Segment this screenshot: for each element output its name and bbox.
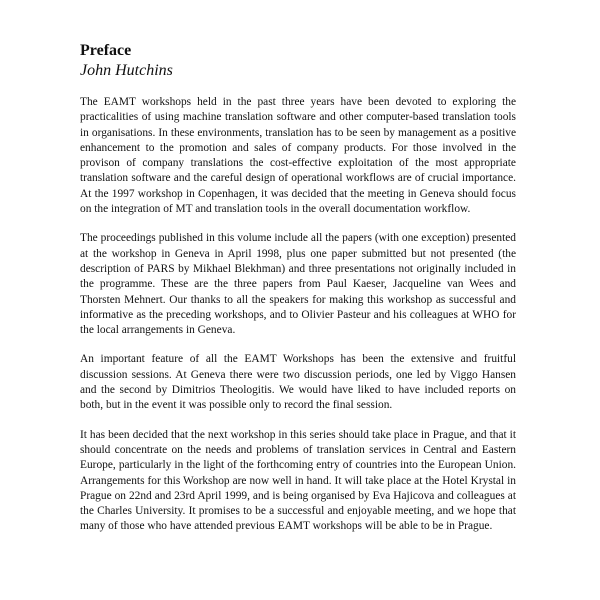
page-title: Preface — [80, 42, 132, 59]
author-name: John Hutchins — [80, 62, 173, 79]
preface-content — [80, 42, 516, 535]
paragraph-3: An important feature of all the EAMT Workshops has been the extensive and fruitful discussion sessions. At Geneva there were two discussion periods, one led by Viggo Hansen and the second by Dimitrios Theologitis. We would have liked to have included reports on both, but in the event it was possible only to record the final session. — [80, 353, 516, 412]
paragraph-4: It has been decided that the next workshop in this series should take place in Prague, and that it should concentrate on the needs and problems of translation services in Central and Eastern Europe, particularly in the light of the forthcoming entry of countries into the European Union. Arrangements for this Workshop are now well in hand. It will take place at the Hotel Krystal in Prague on 22nd and 23rd April 1999, and is being organised by Eva Hajicova and colleagues at the Charles University. It promises to be a successful and enjoyable meeting, and we hope that many of those who have attended previous EAMT workshops will be able to be in Prague. — [80, 428, 516, 533]
paragraph-2: The proceedings published in this volume include all the papers (with one exception) presented at the workshop in Geneva in April 1998, plus one paper submitted but not presented (the description of PARS by Mikhael Blekhman) and three presentations not originally included in the programme. These are the three papers from Paul Kaeser, Jacqueline van Wees and Thorsten Mehnert. Our thanks to all the speakers for making this workshop as successful and informative as the preceding workshops, and to Olivier Pasteur and his colleagues at WHO for the local arrangements in Geneva. — [80, 232, 516, 337]
paragraph-1: The EAMT workshops held in the past three years have been devoted to exploring the practicalities of using machine translation software and other computer-based translation tools in organisations. In these environments, translation has to be seen by management as a positive enhancement to the promotion and sales of company products. For those involved in the provison of company translations the cost-effective exploitation of the most appropriate translation software and the careful design of operational workflows are of crucial importance. At the 1997 workshop in Copenhagen, it was decided that the meeting in Geneva should focus on the integration of MT and translation tools in the overall documentation workflow. — [80, 96, 516, 216]
